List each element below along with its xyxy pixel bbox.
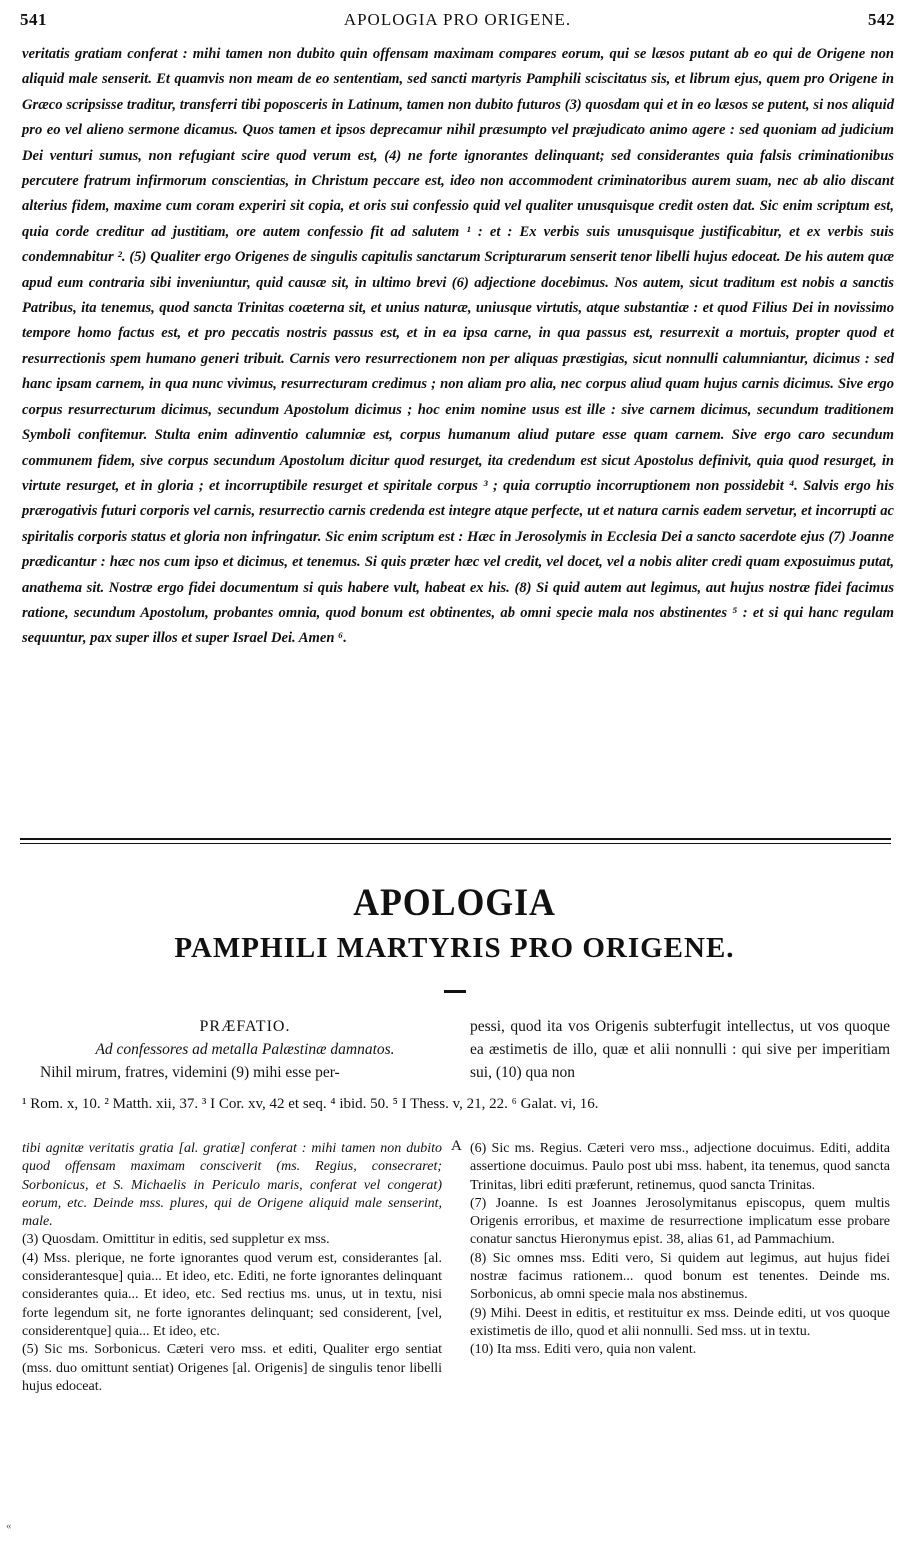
scripture-footnotes: ¹ Rom. x, 10. ² Matth. xii, 37. ³ I Cor. xv, 42 et seq. ⁴ ibid. 50. ⁵ I Thess. v, 21, 22. ⁶ Galat. vi, 16. xyxy=(22,1096,599,1112)
column-marker: A xyxy=(451,1138,462,1154)
main-text-block xyxy=(22,42,894,652)
preface-column-left xyxy=(40,1015,450,1084)
main-paragraph: veritatis gratiam conferat : mihi tamen non dubito quin offensam maximam compares eorum, qui se læsos putant ab eo qui de Origene non aliquid male senserit. Et quamvis non meam de eo sententiam, sed sancti martyris Pamphili sciscitatus sis, et librum ejus, quem pro Origene in Græco scripsisse traditur, transferri tibi poposceris in Latinum, tamen non dubito futuros (3) quosdam qui et in eo læsos se putent, si nos aliquid pro eo vel alieno sermone dicamus. Quos tamen et ipsos deprecamur nihil præsumpto vel præjudicato animo agere : sed quoniam ad judicium Dei venturi sumus, non refugiant scire quod verum est, (4) ne forte ignorantes delinquant; sed considerantes quia falsis criminationibus percutere fratrum infirmorum conscientias, in Christum peccare est, ideo non accommodent criminatoribus aurem suam, nec ab alio discant alterius fidem, maxime cum coram experiri sit copia, et oris sui confessio quid vel qualiter unusquisque credit osten dat. Sic enim scriptum est, quia corde creditur ad justitiam, ore autem confessio fit ad salutem ¹ : et : Ex verbis suis unusquisque justificabitur, et ex verbis suis condemnabitur ². (5) Qualiter ergo Origenes de singulis capitulis sanctarum Scripturarum senserit tenor libelli hujus edoceat. De his autem quæ apud eum contraria sibi inveniuntur, quid causæ sit, in ultimo brevi (6) adjectione docebimus. Nos autem, sicut traditum est nobis a sanctis Patribus, ita tenemus, quod sancta Trinitas coæterna sit, et unius naturæ, uniusque virtutis, atque substantiæ : et quod Filius Dei in novissimo tempore homo factus est, et pro peccatis nostris passus est, et in ea ipsa carne, in qua passus est, resurrexit a mortuis, propter quod et resurrectionis spem humano generi tribuit. Carnis vero resurrectionem non per aliquas præstigias, sicut nonnulli calumniantur, dicimus : sed hanc ipsam carnem, in qua nunc vivimus, resurrecturam credimus ; non aliam pro alia, nec corpus aliud quam hujus carnis dicimus. Sive ergo corpus resurrecturum dicimus, secundum Apostolum dicimus ; hoc enim nomine usus est ille : sive carnem dicimus, secundum traditionem Symboli confitemur. Stulta enim adinventio calumniæ est, corpus humanum aliud putare esse quam carnem. Sive ergo caro secundum communem fidem, sive corpus secundum Apostolum dicitur quod resurget, ita credendum est sicut Apostolus definivit, quia quod resurget, in virtute resurget, et in gloria ; et incorruptibile resurget et spiritale corpus ³ ; quia corruptio incorruptionem non possidebit ⁴. Salvis ergo his prærogativis futuri corporis vel carnis, resurrectio carnis credenda est integre atque perfecte, ut et natura carnis eadem servetur, et incorrupti ac spiritalis corporis status et gloria non infringatur. Sic enim scriptum est : Hæc in Jerosolymis in Ecclesia Dei a sancto sacerdote ejus (7) Joanne prædicantur : hæc nos cum ipso et dicimus, et tenemus. Si quis præter hæc vel credit, vel docet, vel a nobis aliter credi quam exposuimus putat, anathema sit. Nostræ ergo fidei documentum si quis habere vult, habeat ex his. (8) Si quid autem aut legimus, aut hujus nostræ fidei facimus ratione, secundum Apostolum, probantes omnia, quod bonum est obtinentes, ab omni specie mala nos abstinentes ⁵ : et si qui hanc regulam sequuntur, pax super illos et super Israel Dei. Amen ⁶. xyxy=(22,46,894,647)
preface-text-right: pessi, quod ita vos Origenis subterfugit intellectus, ut vos quoque ea æstimetis de illo, quæ et alii nonnulli : qui sive per imperitiam sui, (10) qua non xyxy=(470,1018,890,1081)
preface-text-left: Nihil mirum, fratres, videmini (9) mihi esse per- xyxy=(40,1064,340,1081)
preface-column-right xyxy=(470,1015,890,1084)
section-divider xyxy=(20,838,891,844)
work-title: APOLOGIA xyxy=(353,881,556,924)
notes-column-right xyxy=(470,1140,890,1360)
running-title: APOLOGIA PRO ORIGENE. xyxy=(343,10,572,29)
note-item: (7) Joanne. Is est Joannes Jerosolymitanus episcopus, quem multis Origenis erroribus, et maxime de resurrectione implicatum esse probare conatur sanctus Hieronymus epist. 38, alias 61, ad Pammachium. xyxy=(470,1195,890,1248)
note-item: (3) Quosdam. Omittitur in editis, sed suppletur ex mss. xyxy=(22,1232,330,1248)
title-dash xyxy=(444,990,466,993)
page-number-left: 541 xyxy=(20,10,47,29)
preface-subheading: Ad confessores ad metalla Palæstinæ damnatos. xyxy=(95,1041,395,1058)
note-item: tibi agnitæ veritatis gratia [al. gratiæ] conferat : mihi tamen non dubito quod offensam maximam consciverit (ms. Regius, consecraret; Sorbonicus, et S. Michaelis in Periculo maris, conferat vel congerat) eorum, etc. Deinde mss. plures, qui de Origene aliquid male senserint, male. xyxy=(22,1141,442,1230)
note-item: (5) Sic ms. Sorbonicus. Cæteri vero mss. et editi, Qualiter ergo sentiat (mss. duo omittunt sentiat) Origenes [al. Origenis] de singulis tenor libelli hujus edoceat. xyxy=(22,1342,442,1394)
running-head xyxy=(20,10,895,36)
preface-heading: PRÆFATIO. xyxy=(199,1018,291,1035)
page-number-right: 542 xyxy=(868,10,895,29)
work-subtitle: PAMPHILI MARTYRIS PRO ORIGENE. xyxy=(174,932,735,964)
stray-mark: « xyxy=(6,1520,12,1532)
note-item: (10) Ita mss. Editi vero, quia non valent. xyxy=(470,1342,697,1358)
note-item: (9) Mihi. Deest in editis, et restituitur ex mss. Deinde editi, ut vos quoque existimetis de illo, quod et alii nonnulli. Sed mss. ut in textu. xyxy=(470,1305,890,1339)
note-item: (8) Sic omnes mss. Editi vero, Si quidem aut legimus, aut hujus fidei nostræ facimus rationem... quod bonum est tenentes. Deinde ms. Sorbonicus, ab omni specie mala nos abstinemus. xyxy=(470,1250,890,1303)
notes-column-left xyxy=(22,1140,442,1396)
note-item: (4) Mss. plerique, ne forte ignorantes quod verum est, considerantes [al. considerantesque] quia... Et ideo, etc. Editi, ne forte ignorantes delinquant considerantes quia... Et ideo, etc. Sed rectius ms. unus, ut in textu, nisi forte legendum sit, ne forte ignorantes delinquant; sed considerent, [vel, considerentque] quia... Et ideo, etc. xyxy=(22,1250,442,1339)
note-item: (6) Sic ms. Regius. Cæteri vero mss., adjectione docuimus. Editi, addita assertione docuimus. Paulo post ubi mss. habent, ita tenemus, quod sancta Trinitas, libri editi præferunt, retinemus, quod sancta Trinitas. xyxy=(470,1141,890,1193)
